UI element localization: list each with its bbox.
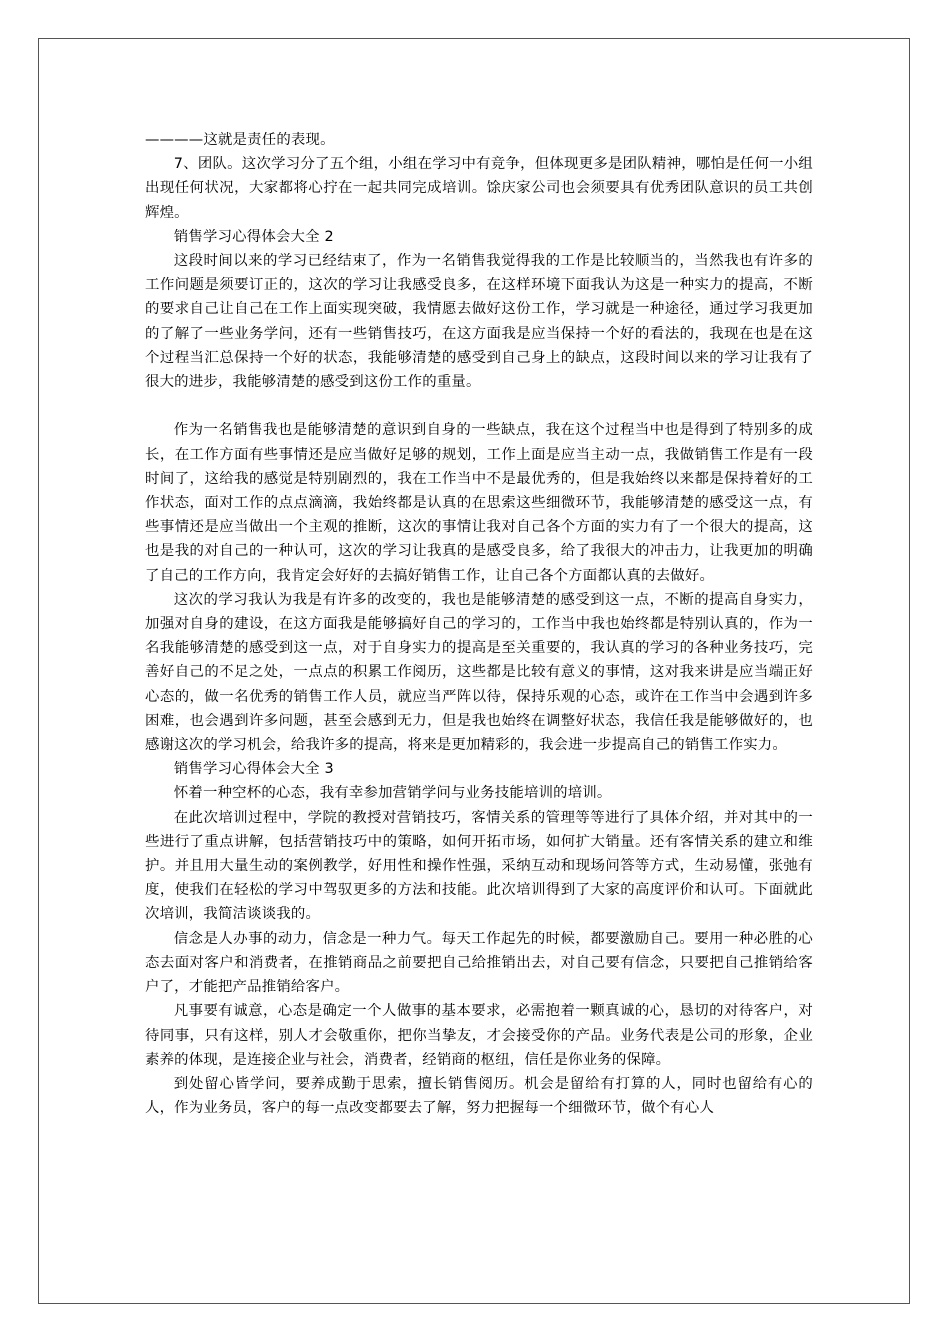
paragraph-3-5: 到处留心皆学问，要养成勤于思索，擅长销售阅历。机会是留给有打算的人，同时也留给有心的人，作为业务员，客户的每一点改变都要去了解，努力把握每一个细微环节，做个有心人 [145,1075,813,1117]
paragraph-dash-line: ————这就是责任的表现。 [145,132,335,148]
paragraph-2-1: 这段时间以来的学习已经结束了，作为一名销售我觉得我的工作是比较顺当的，当然我也有许多的工作问题是须要订正的，这次的学习让我感受良多，在这样环境下面我认为这是一种实力的提高，不断的要求自己让自己在工作上面实现突破，我情愿去做好这份工作，学习就是一种途径，通过学习我更加的了解了一些业务学问，还有一些销售技巧，在这方面我是应当保持一个好的看法的，我现在也是在这个过程当汇总保持一个好的状态，我能够清楚的感受到自己身上的缺点，这段时间以来的学习让我有了很大的进步，我能够清楚的感受到这份工作的重量。 [145,253,813,391]
paragraph-teamwork: 7、团队。这次学习分了五个组，小组在学习中有竞争，但体现更多是团队精神，哪怕是任何一小组出现任何状况，大家都将心拧在一起共同完成培训。馀庆家公司也会须要具有优秀团队意识的员工共创辉煌。 [145,156,813,221]
paragraph-2-3: 这次的学习我认为我是有许多的改变的，我也是能够清楚的感受到这一点，不断的提高自身实力，加强对自身的建设，在这方面我是能够搞好自己的学习的，工作当中我也始终都是特别认真的，作为一名我能够清楚的感受到这一点，对于自身实力的提高是至关重要的，我认真的学习的各种业务技巧，完善好自己的不足之处，一点点的积累工作阅历，这些都是比较有意义的事情，这对我来讲是应当端正好心态的，做一名优秀的销售工作人员，就应当严阵以待，保持乐观的心态，或许在工作当中会遇到许多困难，也会遇到许多问题，甚至会感到无力，但是我也始终在调整好状态，我信任我是能够做好的，也感谢这次的学习机会，给我许多的提高，将来是更加精彩的，我会进一步提高自己的销售工作实力。 [145,591,813,754]
paragraph-3-3: 信念是人办事的动力，信念是一种力气。每天工作起先的时候，都要激励自己。要用一种必胜的心态去面对客户和消费者，在推销商品之前要把自己给推销出去，对自己要有信念，只要把自己推销给客户了，才能把产品推销给客户。 [145,930,813,996]
paragraph-3-1: 怀着一种空杯的心态，我有幸参加营销学问与业务技能培训的培训。 [173,785,612,802]
blank-line [145,394,813,418]
paragraph-2-2: 作为一名销售我也是能够清楚的意识到自身的一些缺点，我在这个过程当中也是得到了特别多的成长，在工作方面有些事情还是应当做好足够的规划，工作上面是应当主动一点，我做销售工作是有一段时间了，这给我的感觉是特别剧烈的，我在工作当中不是最优秀的，但是我始终以来都是保持着好的工作状态，面对工作的点点滴滴，我始终都是认真的在思索这些细微环节，我能够清楚的感受这一点，有些事情还是应当做出一个主观的推断，这次的事情让我对自己各个方面的实力有了一个很大的提高，这也是我的对自己的一种认可，这次的学习让我真的是感受良多，给了我很大的冲击力，让我更加的明确了自己的工作方向，我肯定会好好的去搞好销售工作，让自己各个方面都认真的去做好。 [145,422,813,584]
paragraph-3-4: 凡事要有诚意，心态是确定一个人做事的基本要求，必需抱着一颗真诚的心，恳切的对待客户，对待同事，只有这样，别人才会敬重你，把你当挚友，才会接受你的产品。业务代表是公司的形象，企业素养的体现，是连接企业与社会，消费者，经销商的枢纽，信任是你业务的保障。 [145,1003,813,1068]
section-heading-3: 销售学习心得体会大全 3 [173,761,334,778]
section-heading-2: 销售学习心得体会大全 2 [173,228,334,245]
paragraph-3-2: 在此次培训过程中，学院的教授对营销技巧，客情关系的管理等等进行了具体介绍，并对其中的一些进行了重点讲解，包括营销技巧中的策略，如何开拓市场，如何扩大销量。还有客情关系的建立和维护。并且用大量生动的案例教学，好用性和操作性强，采纳互动和现场问答等方式，生动易懂，张弛有度，使我们在轻松的学习中驾驭更多的方法和技能。此次培训得到了大家的高度评价和认可。下面就此次培训，我简洁谈谈我的。 [145,809,813,923]
document-body [145,128,813,1120]
